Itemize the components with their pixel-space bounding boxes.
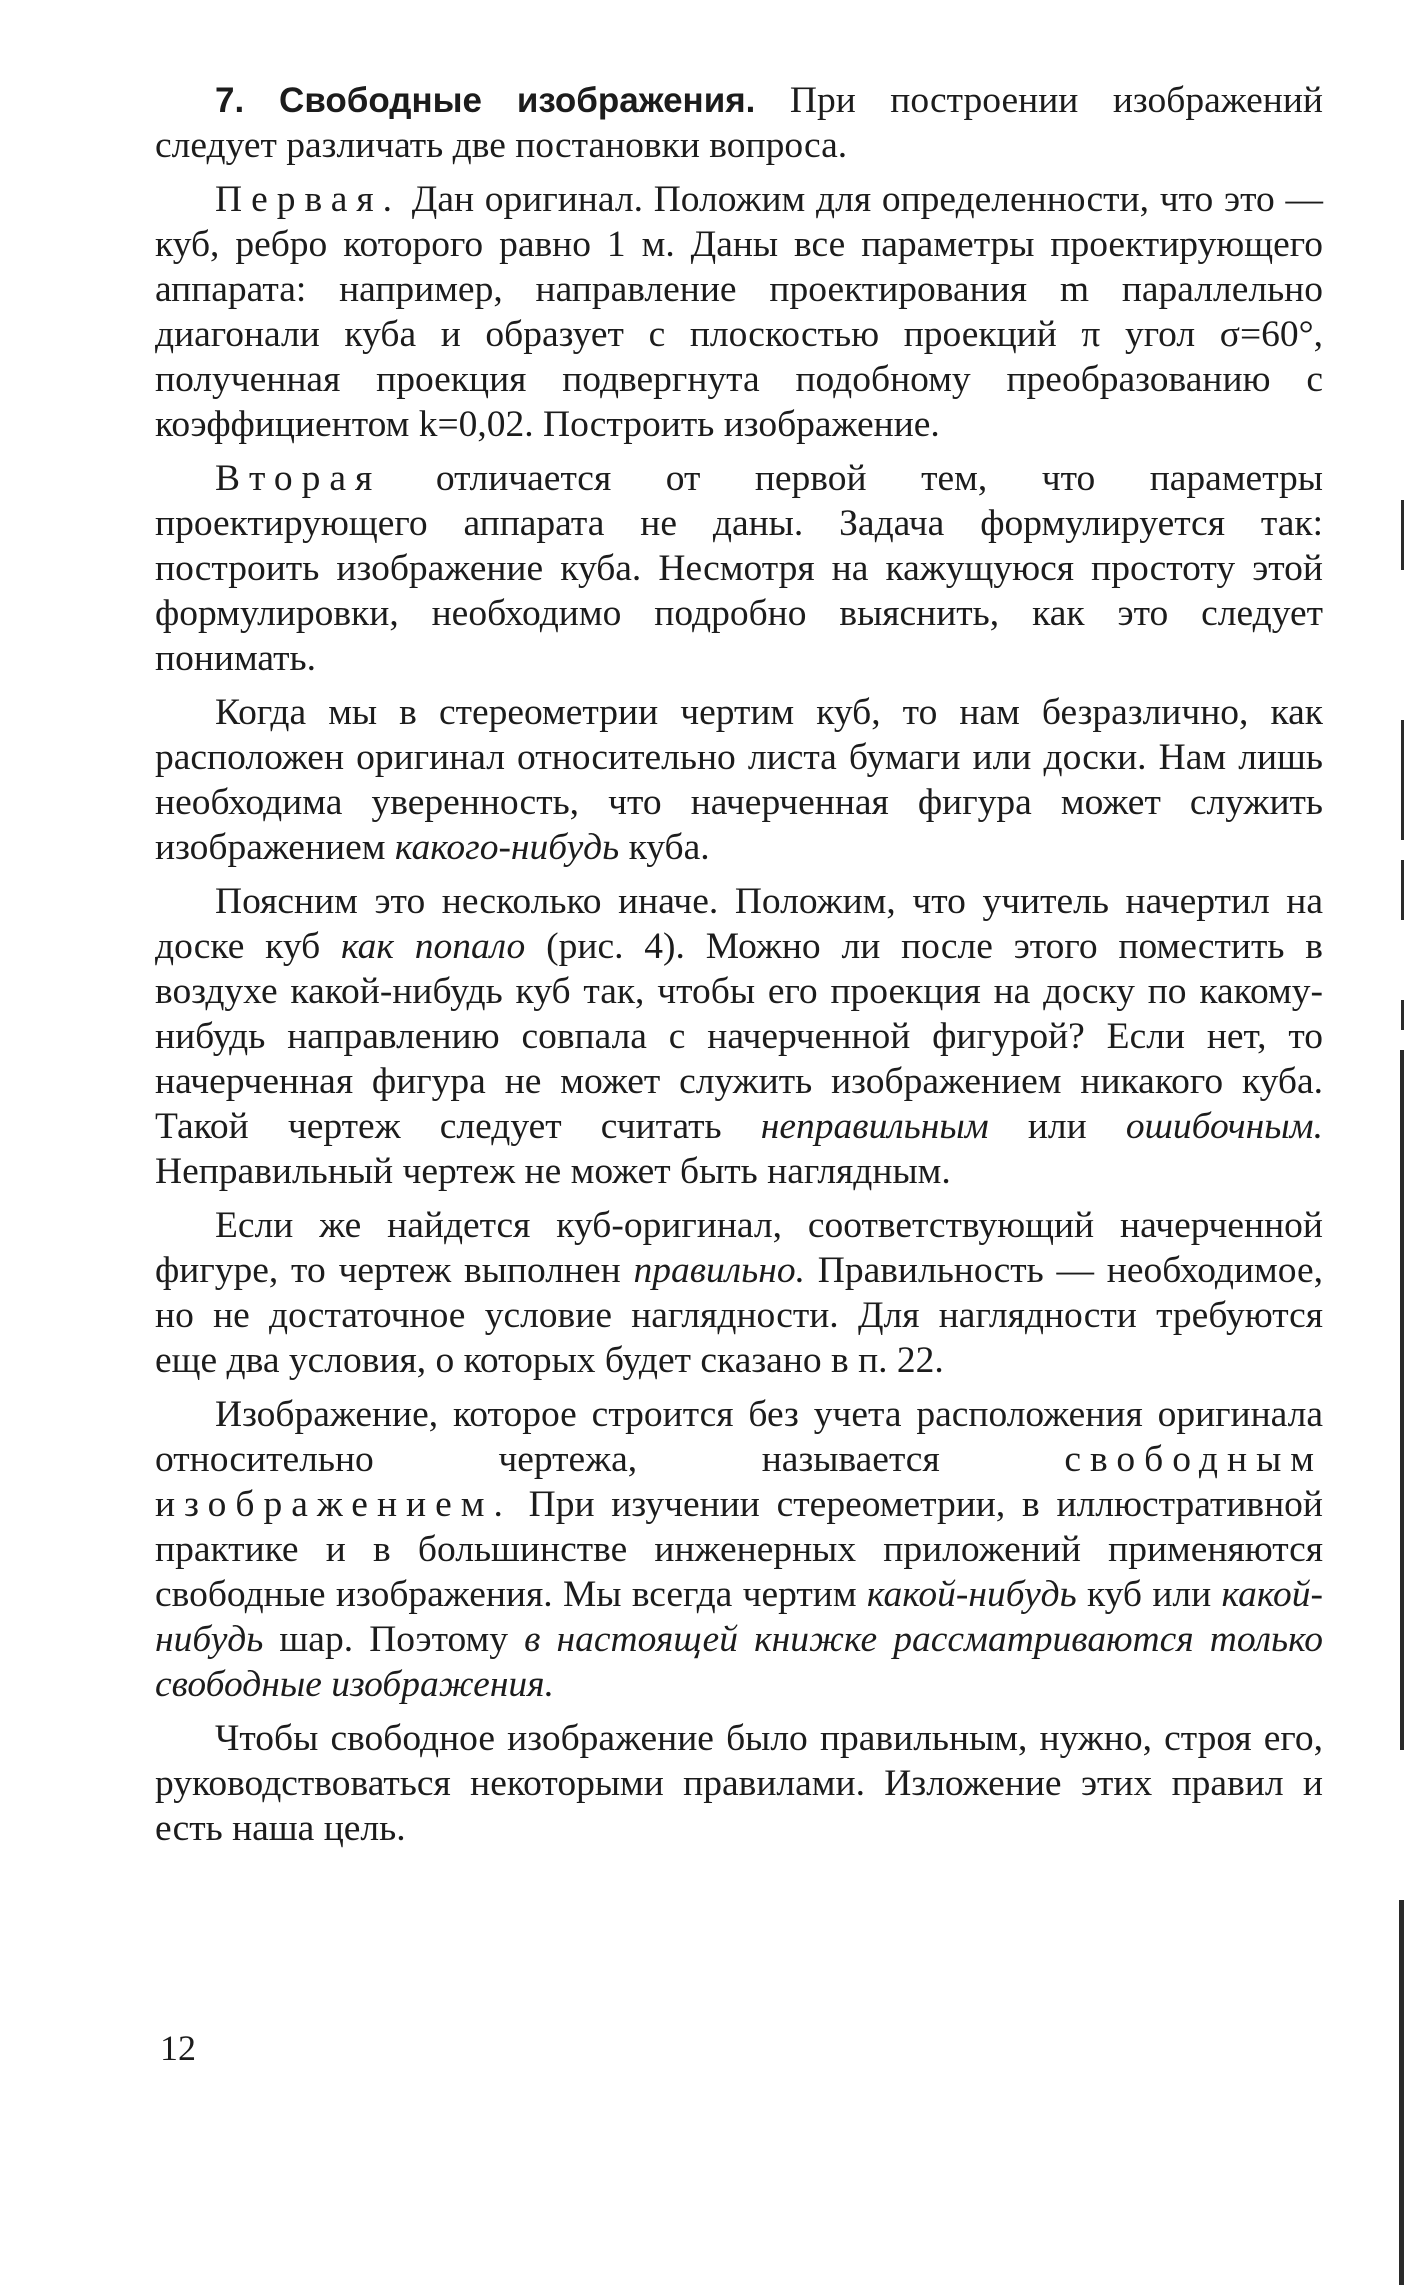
paragraph-text: шар. Поэтому [263, 1619, 525, 1660]
paragraph-text: При построении изображений следует различать две постановки вопроса. [155, 80, 1323, 166]
paragraph-text: Если же найдется куб-оригинал, соответствующий начерченной фигуре, то чертеж выполнен [155, 1205, 1323, 1291]
paragraph-7 [155, 1392, 1323, 1707]
binding-edge-mark [1401, 720, 1404, 840]
paragraph-text: куб или [1076, 1574, 1222, 1615]
paragraph-text: Поясним это несколько иначе. Положим, что учитель начертил на доске куб [155, 881, 1323, 967]
paragraph-text: Дан оригинал. Положим для определенности, что это — куб, ребро которого равно 1 м. Даны все параметры проектирующего аппарата: например, направление проектирования m параллельно диагонали куба и образует с плоскостью проекций π угол σ=60°, полученная проекция подвергнута подобному преобразованию с коэффициентом k=0,02. Построить изображение. [155, 179, 1323, 445]
paragraph-text: (рис. 4). Можно ли после этого поместить в воздухе какой-нибудь куб так, чтобы его проекция на доску по какому-нибудь направлению совпала с начерченной фигурой? Если нет, то начерченная фигура не может служить изображением никакого куба. Такой чертеж следует считать [155, 926, 1323, 1147]
paragraph-text: или [988, 1106, 1126, 1147]
paragraph-8 [155, 1716, 1323, 1851]
paragraph-2 [155, 177, 1323, 447]
paragraph-text: При изучении стереометрии, в иллюстративной практике и в большинстве инженерных приложений применяются свободные изображения. Мы всегда чертим [155, 1484, 1323, 1615]
paragraph-text: Правильность — необходимое, но не достаточное условие наглядности. Для наглядности требуются еще два условия, о которых будет сказано в п. 22. [155, 1250, 1323, 1381]
emphasis-text: в настоящей книжке рассматриваются только свободные изображения. [155, 1619, 1323, 1705]
spaced-term: свободным изображением. [155, 1439, 1323, 1525]
emphasis-text: какой-нибудь [866, 1574, 1077, 1615]
paragraph-4 [155, 690, 1323, 870]
binding-edge-mark [1399, 1900, 1404, 2285]
emphasis-text: неправильным [760, 1106, 989, 1147]
paragraph-text: Чтобы свободное изображение было правильным, нужно, строя его, руководствоваться некоторыми правилами. Изложение этих правил и есть наша цель. [155, 1718, 1323, 1849]
paragraph-text: Когда мы в стереометрии чертим куб, то нам безразлично, как расположен оригинал относительно листа бумаги или доски. Нам лишь необходима уверенность, что начерченная фигура может служить изображением [155, 692, 1323, 868]
emphasis-text: ошибочным. [1125, 1106, 1323, 1147]
emphasis-text: правильно. [633, 1250, 805, 1291]
binding-edge-mark [1401, 500, 1404, 570]
paragraph-lead: Вторая [215, 458, 382, 499]
page-number: 12 [160, 2028, 196, 2068]
emphasis-text: какой-нибудь [155, 1574, 1323, 1660]
binding-edge-mark [1401, 1000, 1404, 1030]
paragraph-text: Неправильный чертеж не может быть наглядным. [155, 1151, 951, 1192]
emphasis-text: как попало [341, 926, 526, 967]
body-text [155, 78, 1323, 1860]
paragraph-text: Изображение, которое строится без учета расположения оригинала относительно чертежа, называется [155, 1394, 1323, 1480]
paragraph-lead: Первая. [215, 179, 401, 220]
paragraph-6 [155, 1203, 1323, 1383]
paragraph-1 [155, 78, 1323, 168]
binding-edge-mark [1400, 1050, 1404, 1750]
paragraph-5 [155, 879, 1323, 1194]
paragraph-text: отличается от первой тем, что параметры проектирующего аппарата не даны. Задача формулируется так: построить изображение куба. Несмотря на кажущуюся простоту этой формулировки, необходимо подробно выяснить, как это следует понимать. [155, 458, 1323, 679]
binding-edge-mark [1401, 860, 1404, 920]
section-heading: 7. Свободные изображения. [215, 81, 756, 120]
paragraph-3 [155, 456, 1323, 681]
paragraph-text: куба. [619, 827, 710, 868]
emphasis-text: какого-нибудь [394, 827, 620, 868]
